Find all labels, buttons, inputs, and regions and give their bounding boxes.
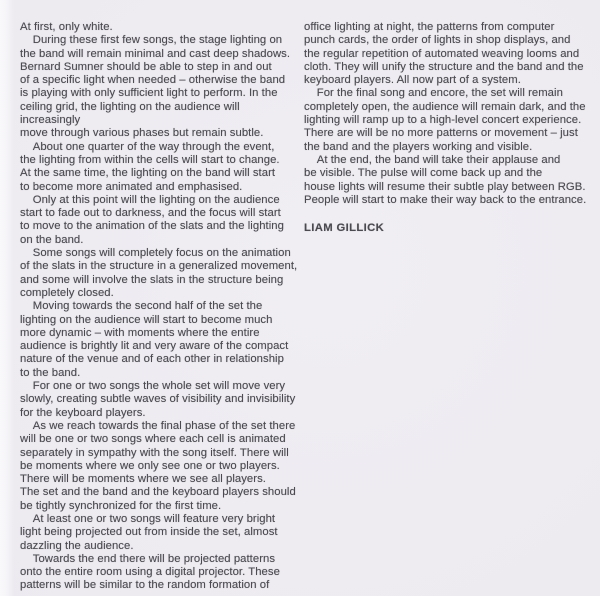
text-line: For one or two songs the whole set will move very [20,380,286,393]
text-line: People will start to make their way back to the entrance. [304,193,587,206]
right-column-lines [304,21,592,207]
text-line: of the slats in the structure in a generalized movement, [20,260,298,273]
text-line: on the band. [20,233,84,246]
text-line: At the same time, the lighting on the band will start [20,167,276,180]
text-line: At the end, the band will take their applause and [304,153,561,166]
text-line: Bernard Sumner should be able to step in and out [20,60,272,73]
text-line: move through various phases but remain subtle. [20,127,264,140]
text-line: ceiling grid, the lighting on the audience will increasingly [20,100,243,127]
text-line: lighting will ramp up to a high-level concert experience. [304,114,582,127]
text-line: There are will be no more patterns or movement – just [304,127,578,140]
text-line: be moments where we only see one or two players. [20,459,280,472]
text-line: office lighting at night, the patterns from computer [304,21,555,33]
text-line: for the keyboard players. [20,406,146,419]
text-line: to move to the animation of the slats and the lighting [20,220,284,233]
text-line: onto the entire room using a digital projector. These [20,566,280,579]
left-text-column [20,21,302,593]
text-line: start to fade out to darkness, and the focus will start [20,207,281,220]
text-line: Only at this point will the lighting on the audience [20,193,280,206]
text-line: patterns will be similar to the random formation of [20,579,270,592]
text-line: is playing with only sufficient light to perform. In the [20,87,278,100]
text-line: At first, only white. [20,21,113,33]
text-line: slowly, creating subtle waves of visibility and invisibility [20,393,296,406]
text-line: be visible. The pulse will come back up and the [304,167,543,180]
text-line: the lighting from within the cells will start to change. [20,153,280,166]
text-line: the regular repetition of automated weaving looms and [304,47,580,60]
text-line: As we reach towards the final phase of the set there [20,419,296,432]
text-line: audience is brightly lit and very aware of the compact [20,340,289,353]
text-line: light being projected out from inside the set, almost [20,526,278,539]
text-line: nature of the venue and of each other in relationship [20,353,284,366]
page-edge-highlight [0,0,14,596]
text-line: About one quarter of the way through the event, [20,140,275,153]
text-line: of a specific light when needed – otherwise the band [20,74,286,87]
text-line: There will be moments where we see all players. [20,473,266,486]
text-line: Some songs will completely focus on the animation [20,247,291,260]
text-line: For the final song and encore, the set will remain [304,87,563,100]
author-byline: LIAM GILLICK [304,222,385,235]
text-line: Towards the end there will be projected patterns [20,552,276,565]
text-line: house lights will resume their subtle play between RGB. [304,180,586,193]
text-line: more dynamic – with moments where the entire [20,326,260,339]
text-line: the band and the players working and visible. [304,140,533,153]
text-line: cloth. They will unify the structure and the band and the [304,60,584,73]
text-line: During these first few songs, the stage lighting on [20,34,283,47]
text-line: and some will involve the slats in the structure being [20,273,284,286]
right-text-column [304,21,592,235]
text-line: dazzling the audience. [20,539,134,552]
text-line: the band will remain minimal and cast deep shadows. [20,47,291,60]
text-line: separately in sympathy with the song itself. There will [20,446,289,459]
text-line: lighting on the audience will start to become much [20,313,273,326]
text-line: keyboard players. All now part of a system. [304,74,521,87]
text-line: completely open, the audience will remain dark, and the [304,100,586,113]
text-line: Moving towards the second half of the set the [20,300,263,313]
text-line: The set and the band and the keyboard players should [20,486,296,499]
text-line: to become more animated and emphasised. [20,180,243,193]
text-line: be tightly synchronized for the first time. [20,499,222,512]
text-line: punch cards, the order of lights in shop displays, and [304,34,571,47]
text-line: At least one or two songs will feature very bright [20,512,276,525]
text-line: will be one or two songs where each cell is animated [20,433,286,446]
text-line: to the band. [20,366,81,379]
text-line: completely closed. [20,286,114,299]
